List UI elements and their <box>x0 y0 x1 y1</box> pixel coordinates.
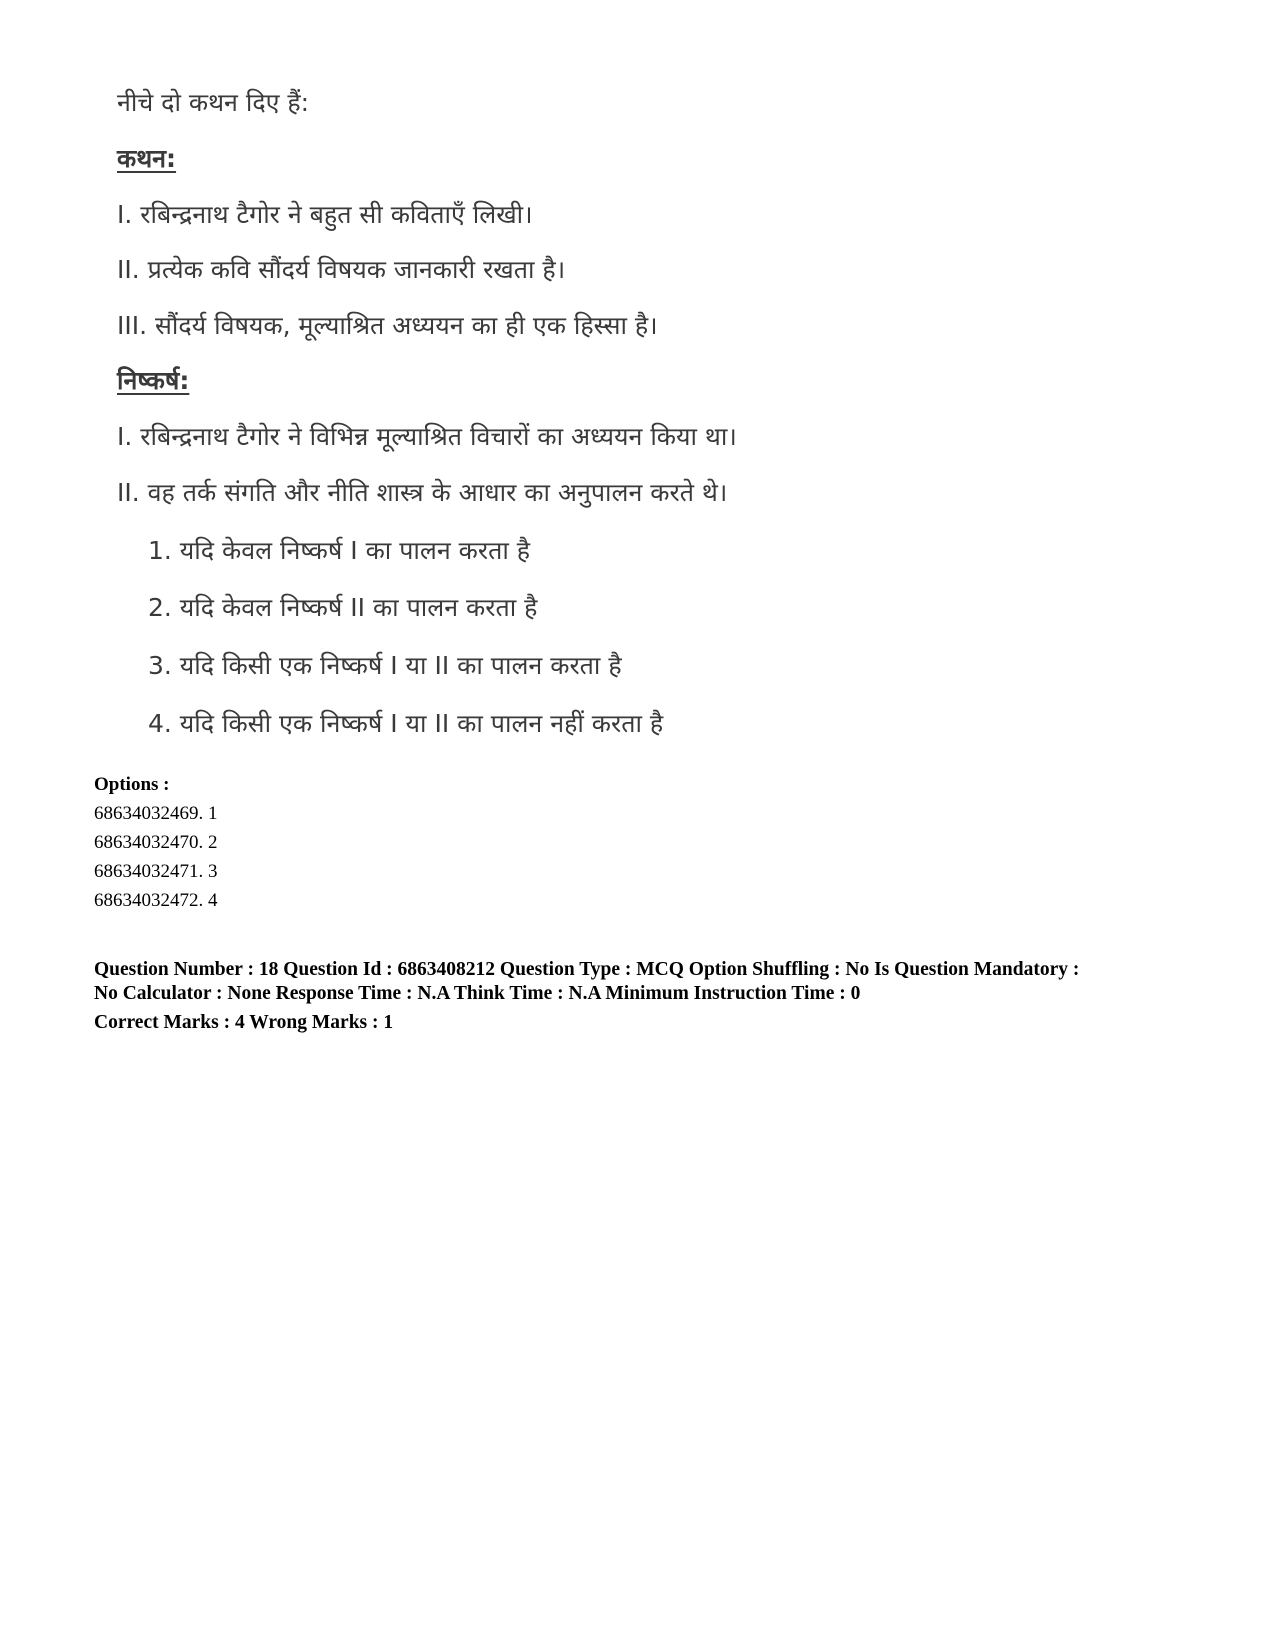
option-item: 68634032469. 1 <box>94 803 218 824</box>
choice-item: 2. यदि केवल निष्कर्ष II का पालन करता है <box>148 593 538 622</box>
statement-item: I. रबिन्द्रनाथ टैगोर ने बहुत सी कविताएँ लिखी। <box>117 200 533 229</box>
marks-line: Correct Marks : 4 Wrong Marks : 1 <box>94 1012 394 1033</box>
question-intro: नीचे दो कथन दिए हैं: <box>117 88 310 117</box>
option-item: 68634032470. 2 <box>94 832 218 853</box>
statement-item: II. प्रत्येक कवि सौंदर्य विषयक जानकारी रखता है। <box>117 255 566 284</box>
choice-item: 1. यदि केवल निष्कर्ष I का पालन करता है <box>148 536 531 565</box>
choice-item: 4. यदि किसी एक निष्कर्ष I या II का पालन नहीं करता है <box>148 709 664 738</box>
conclusion-item: II. वह तर्क संगति और नीति शास्त्र के आधार का अनुपालन करते थे। <box>117 478 728 507</box>
options-label: Options : <box>94 774 170 795</box>
question-info-line: No Calculator : None Response Time : N.A Think Time : N.A Minimum Instruction Time : 0 <box>94 983 861 1004</box>
statements-heading: कथन: <box>117 144 177 173</box>
question-info-line: Question Number : 18 Question Id : 6863408212 Question Type : MCQ Option Shuffling : No Is Question Mandatory : <box>94 959 1080 980</box>
choice-item: 3. यदि किसी एक निष्कर्ष I या II का पालन करता है <box>148 651 622 680</box>
option-item: 68634032472. 4 <box>94 890 218 911</box>
question-info <box>94 958 1214 1035</box>
conclusions-heading: निष्कर्ष: <box>117 366 190 395</box>
conclusion-item: I. रबिन्द्रनाथ टैगोर ने विभिन्न मूल्याश्रित विचारों का अध्ययन किया था। <box>117 422 737 451</box>
statement-item: III. सौंदर्य विषयक, मूल्याश्रित अध्ययन का ही एक हिस्सा है। <box>117 311 658 340</box>
option-item: 68634032471. 3 <box>94 861 218 882</box>
